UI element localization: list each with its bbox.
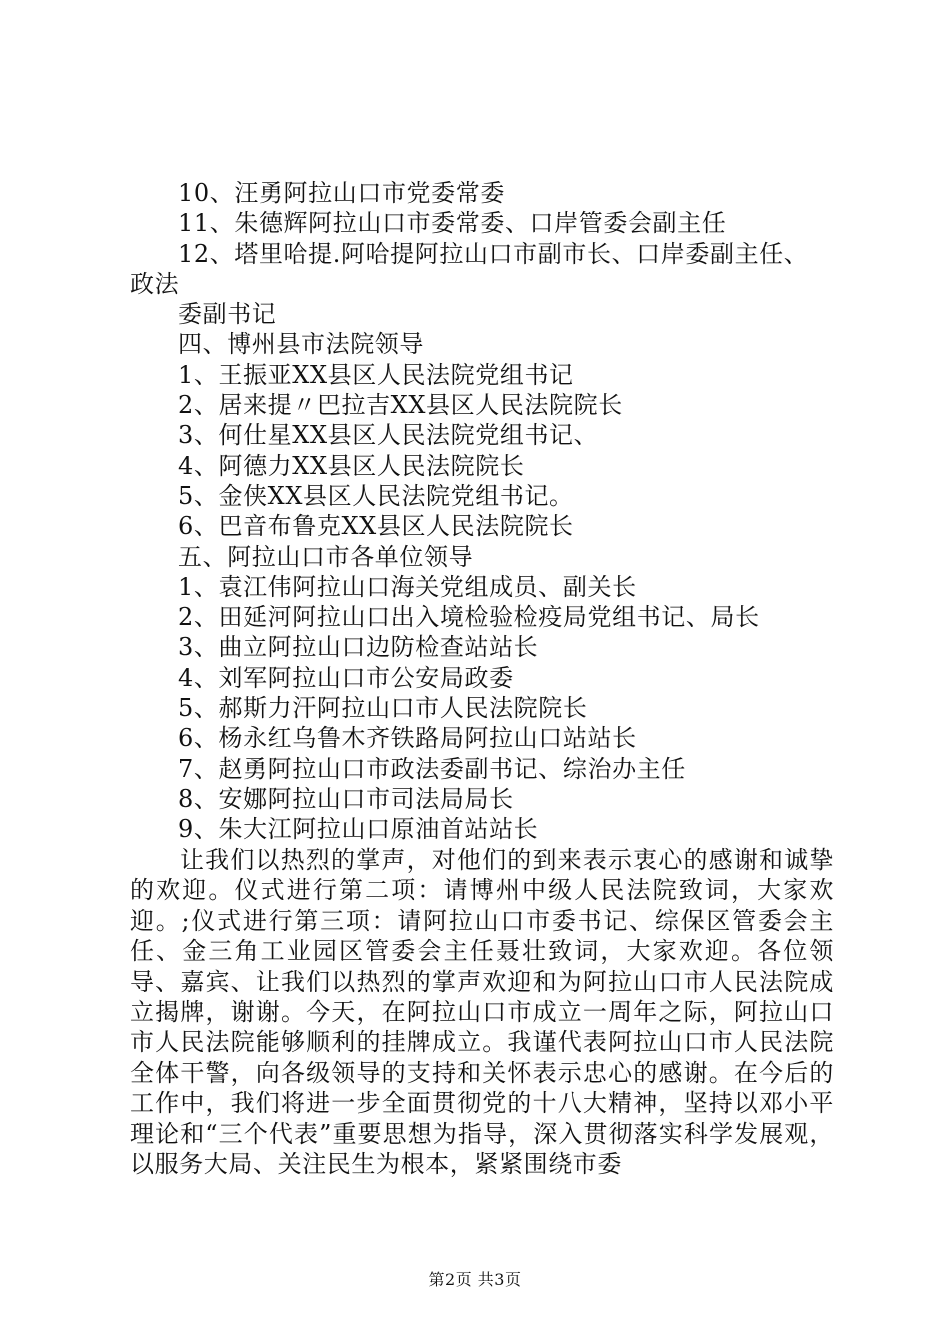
section-heading: 四、博州县市法院领导 <box>178 330 424 359</box>
text-line: 12、塔里哈提.阿哈提阿拉山口市副市长、口岸委副主任、 <box>178 239 809 268</box>
text-line: 10、汪勇阿拉山口市党委常委 <box>178 179 505 207</box>
list-item: 1、王振亚XX县区人民法院党组书记 <box>178 360 574 389</box>
text-line: 政法 <box>130 269 180 298</box>
list-item: 9、朱大江阿拉山口原油首站站长 <box>178 815 539 844</box>
list-item: 1、袁江伟阿拉山口海关党组成员、副关长 <box>178 572 637 601</box>
list-item: 3、何仕星XX县区人民法院党组书记、 <box>178 421 599 450</box>
document-lines <box>130 178 840 845</box>
body-paragraph: 让我们以热烈的掌声，对他们的到来表示衷心的感谢和诚挚的欢迎。仪式进行第二项：请博州中级人民法院致词，大家欢迎。;仪式进行第三项：请阿拉山口市委书记、综保区管委会主任、金三角工业园区管委会主任聂壮致词，大家欢迎。各位领导、嘉宾、让我们以热烈的掌声欢迎和为阿拉山口市人民法院成立揭牌，谢谢。今天，在阿拉山口市成立一周年之际，阿拉山口市人民法院能够顺利的挂牌成立。我谨代表阿拉山口市人民法院全体干警，向各级领导的支持和关怀表示忠心的感谢。在今后的工作中，我们将进一步全面贯彻党的十八大精神，坚持以邓小平理论和“三个代表”重要思想为指导，深入贯彻落实科学发展观，以服务大局、关注民生为根本，紧紧围绕市委 <box>130 846 834 1179</box>
page-footer: 第2页 共3页 <box>428 1270 522 1289</box>
text-line: 11、朱德辉阿拉山口市委常委、口岸管委会副主任 <box>178 209 727 238</box>
list-item: 8、安娜阿拉山口市司法局局长 <box>178 784 514 813</box>
list-item: 4、刘军阿拉山口市公安局政委 <box>178 663 514 692</box>
list-item: 5、郝斯力汗阿拉山口市人民法院院长 <box>178 694 588 723</box>
section-heading: 五、阿拉山口市各单位领导 <box>178 542 474 571</box>
list-item: 3、曲立阿拉山口边防检查站站长 <box>178 633 539 662</box>
text-line: 委副书记 <box>178 300 277 329</box>
list-item: 4、阿德力XX县区人民法院院长 <box>178 451 525 480</box>
list-item: 2、居来提〃巴拉吉XX县区人民法院院长 <box>178 391 623 420</box>
list-item: 7、赵勇阿拉山口市政法委副书记、综治办主任 <box>178 754 686 783</box>
list-item: 6、巴音布鲁克XX县区人民法院院长 <box>178 512 574 541</box>
list-item: 2、田延河阿拉山口出入境检验检疫局党组书记、局长 <box>178 603 760 632</box>
list-item: 6、杨永红乌鲁木齐铁路局阿拉山口站站长 <box>178 724 637 753</box>
list-item: 5、金侠XX县区人民法院党组书记。 <box>178 481 574 510</box>
